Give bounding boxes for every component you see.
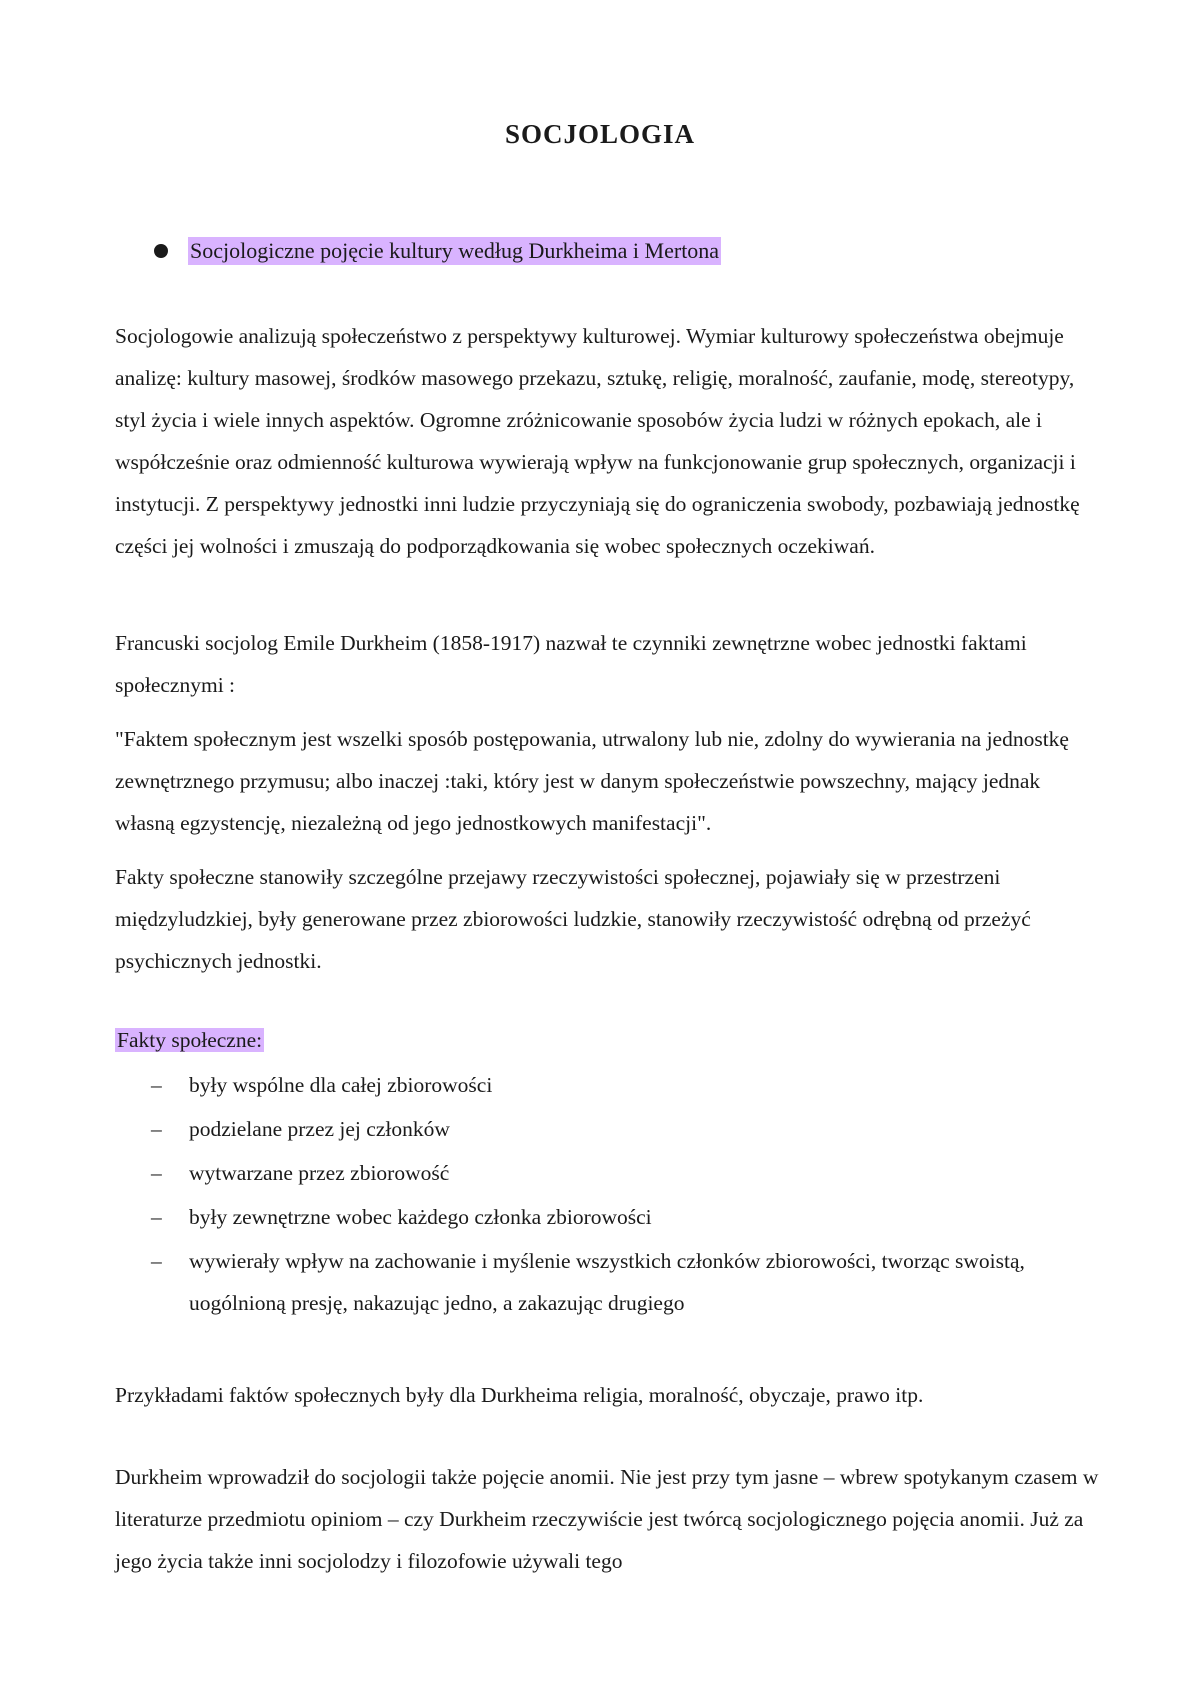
paragraph-facts-description: Fakty społeczne stanowiły szczególne przejawy rzeczywistości społecznej, pojawiały się w przestrzeni międzyludzkiej, były generowane przez zbiorowości ludzkie, stanowiły rzeczywistość odrębną od przeżyć psychicznych jednostki. [115,865,1031,973]
paragraph-quote: "Faktem społecznym jest wszelki sposób postępowania, utrwalony lub nie, zdolny do wywierania na jednostkę zewnętrznego przymusu; albo inaczej :taki, który jest w danym społeczeństwie powszechny, mający jednak własną egzystencję, niezależną od jego jednostkowych manifestacji". [115,727,1069,835]
dash-icon: – [151,1073,162,1097]
section-heading-text: Socjologiczne pojęcie kultury według Durkheima i Mertona [190,238,720,263]
list-item-text: wytwarzane przez zbiorowość [189,1161,450,1185]
dash-icon: – [151,1205,162,1229]
list-item [115,1196,1100,1238]
dash-icon: – [151,1117,162,1141]
facts-list [115,1064,1100,1326]
list-item-text: były wspólne dla całej zbiorowości [189,1073,493,1097]
dash-icon: – [151,1249,162,1273]
facts-label-text: Fakty społeczne: [117,1028,263,1052]
paragraph-intro: Socjologowie analizują społeczeństwo z perspektywy kulturowej. Wymiar kulturowy społeczeństwa obejmuje analizę: kultury masowej, środków masowego przekazu, sztukę, religię, moralność, zaufanie, modę, stereotypy, styl życia i wiele innych aspektów. Ogromne zróżnicowanie sposobów życia ludzi w różnych epokach, ale i współcześnie oraz odmienność kulturowa wywierają wpływ na funkcjonowanie grup społecznych, organizacji i instytucji. Z perspektywy jednostki inni ludzie przyczyniają się do ograniczenia swobody, pozbawiają jednostkę części jej wolności i zmuszają do podporządkowania się wobec społecznych oczekiwań. [115,324,1080,558]
paragraph-anomie: Durkheim wprowadził do socjologii także pojęcie anomii. Nie jest przy tym jasne – wbrew spotykanym czasem w literaturze przedmiotu opiniom – czy Durkheim rzeczywiście jest twórcą socjologicznego pojęcia anomii. Już za jego życia także inni socjolodzy i filozofowie używali tego [115,1465,1099,1573]
list-item [115,1240,1100,1324]
dash-icon: – [151,1161,162,1185]
bullet-icon [154,244,168,258]
list-item [115,1064,1100,1106]
list-item [115,1152,1100,1194]
list-item-text: były zewnętrzne wobec każdego członka zbiorowości [189,1205,652,1229]
section-heading [154,237,721,265]
paragraph-durkheim: Francuski socjolog Emile Durkheim (1858-1917) nazwał te czynniki zewnętrzne wobec jednostki faktami społecznymi : [115,631,1027,697]
list-item-text: wywierały wpływ na zachowanie i myślenie wszystkich członków zbiorowości, tworząc swoistą, uogólnioną presję, nakazując jedno, a zakazując drugiego [189,1249,1025,1315]
page-title: SOCJOLOGIA [504,119,696,149]
list-item [115,1108,1100,1150]
paragraph-examples: Przykładami faktów społecznych były dla Durkheima religia, moralność, obyczaje, prawo itp. [115,1383,924,1407]
list-item-text: podzielane przez jej członków [189,1117,450,1141]
facts-label [115,1025,264,1055]
